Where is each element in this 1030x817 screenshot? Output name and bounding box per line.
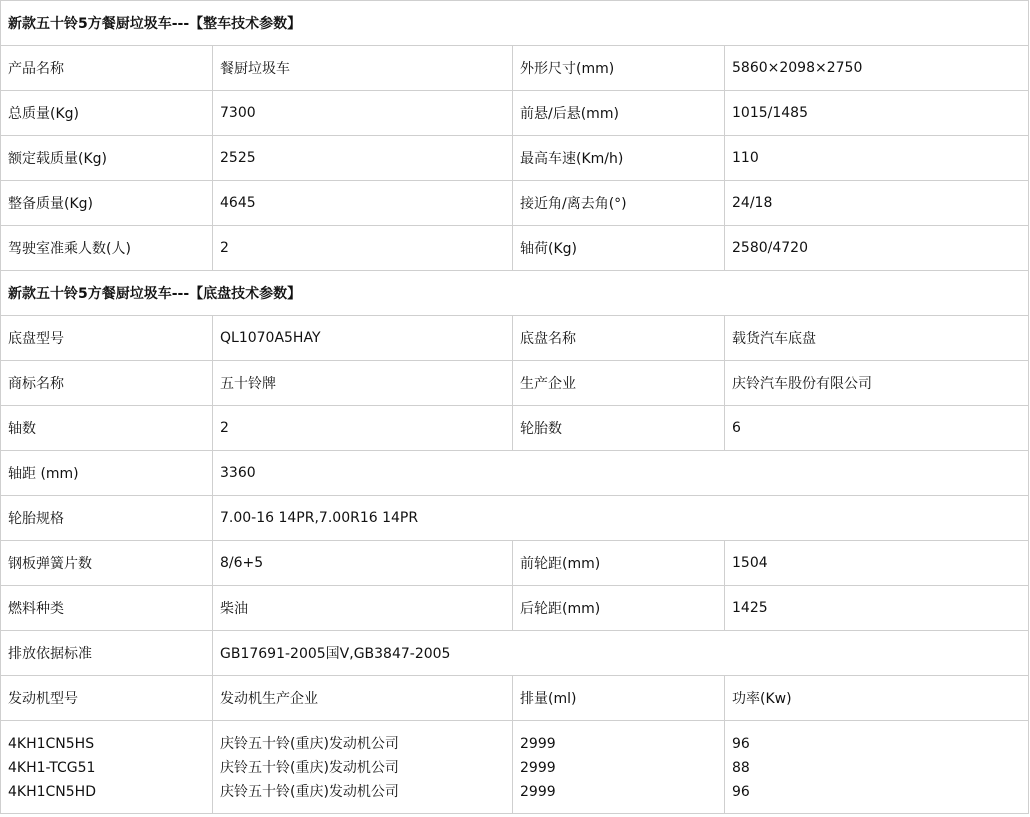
param-label: 前轮距(mm) (513, 541, 725, 586)
table-row (1, 136, 1029, 181)
param-label: 底盘名称 (513, 316, 725, 361)
param-label: 轮胎规格 (1, 496, 213, 541)
engine-power-cell (725, 721, 1029, 814)
param-label: 产品名称 (1, 46, 213, 91)
param-value: 1504 (725, 541, 1029, 586)
engine-header-row (1, 676, 1029, 721)
param-label: 轮胎数 (513, 406, 725, 451)
table-row (1, 91, 1029, 136)
param-value: GB17691-2005国Ⅴ,GB3847-2005 (213, 631, 1029, 676)
column-header: 发动机型号 (1, 676, 213, 721)
engine-model: 4KH1-TCG51 (8, 760, 96, 776)
param-label: 额定载质量(Kg) (1, 136, 213, 181)
engine-displacement: 2999 (520, 760, 556, 776)
param-label: 钢板弹簧片数 (1, 541, 213, 586)
param-label: 最高车速(Km/h) (513, 136, 725, 181)
param-label: 轴距 (mm) (1, 451, 213, 496)
engine-power: 88 (732, 760, 750, 776)
engine-makers-cell (213, 721, 513, 814)
param-value: 7.00-16 14PR,7.00R16 14PR (213, 496, 1029, 541)
param-label: 整备质量(Kg) (1, 181, 213, 226)
engine-power: 96 (732, 784, 750, 800)
param-label: 底盘型号 (1, 316, 213, 361)
param-value: 5860×2098×2750 (725, 46, 1029, 91)
engine-maker: 庆铃五十铃(重庆)发动机公司 (220, 760, 399, 776)
param-label: 轴荷(Kg) (513, 226, 725, 271)
param-value: QL1070A5HAY (213, 316, 513, 361)
param-value: 24/18 (725, 181, 1029, 226)
param-value: 载货汽车底盘 (725, 316, 1029, 361)
column-header: 功率(Kw) (725, 676, 1029, 721)
param-value: 8/6+5 (213, 541, 513, 586)
table-row (1, 181, 1029, 226)
table-row (1, 451, 1029, 496)
engine-maker: 庆铃五十铃(重庆)发动机公司 (220, 736, 399, 752)
table-row (1, 586, 1029, 631)
engine-list-row (1, 721, 1029, 814)
param-label: 轴数 (1, 406, 213, 451)
table-row (1, 496, 1029, 541)
param-value: 1015/1485 (725, 91, 1029, 136)
param-label: 商标名称 (1, 361, 213, 406)
engine-maker: 庆铃五十铃(重庆)发动机公司 (220, 784, 399, 800)
param-label: 驾驶室准乘人数(人) (1, 226, 213, 271)
table-row (1, 361, 1029, 406)
table-row (1, 541, 1029, 586)
param-value: 2525 (213, 136, 513, 181)
param-label: 燃料种类 (1, 586, 213, 631)
table-row (1, 226, 1029, 271)
table-row (1, 46, 1029, 91)
param-value: 2 (213, 226, 513, 271)
chassis-section-title: 新款五十铃5方餐厨垃圾车---【底盘技术参数】 (1, 271, 1029, 316)
param-value: 庆铃汽车股份有限公司 (725, 361, 1029, 406)
vehicle-section-title: 新款五十铃5方餐厨垃圾车---【整车技术参数】 (1, 1, 1029, 46)
column-header: 发动机生产企业 (213, 676, 513, 721)
param-value: 1425 (725, 586, 1029, 631)
table-row (1, 316, 1029, 361)
table-row (1, 631, 1029, 676)
param-value: 柴油 (213, 586, 513, 631)
chassis-section-header (1, 271, 1029, 316)
engine-displacement: 2999 (520, 784, 556, 800)
vehicle-section-header (1, 1, 1029, 46)
param-value: 2 (213, 406, 513, 451)
param-label: 总质量(Kg) (1, 91, 213, 136)
engine-model: 4KH1CN5HS (8, 736, 95, 752)
param-value: 2580/4720 (725, 226, 1029, 271)
param-label: 排放依据标准 (1, 631, 213, 676)
column-header: 排量(ml) (513, 676, 725, 721)
engine-model: 4KH1CN5HD (8, 784, 96, 800)
engine-models-cell (1, 721, 213, 814)
param-value: 3360 (213, 451, 1029, 496)
param-label: 接近角/离去角(°) (513, 181, 725, 226)
param-label: 后轮距(mm) (513, 586, 725, 631)
param-value: 餐厨垃圾车 (213, 46, 513, 91)
table-row (1, 406, 1029, 451)
param-label: 外形尺寸(mm) (513, 46, 725, 91)
param-label: 前悬/后悬(mm) (513, 91, 725, 136)
param-value: 7300 (213, 91, 513, 136)
engine-displacement: 2999 (520, 736, 556, 752)
param-value: 4645 (213, 181, 513, 226)
engine-displacement-cell (513, 721, 725, 814)
param-value: 110 (725, 136, 1029, 181)
param-value: 五十铃牌 (213, 361, 513, 406)
param-value: 6 (725, 406, 1029, 451)
param-label: 生产企业 (513, 361, 725, 406)
engine-power: 96 (732, 736, 750, 752)
